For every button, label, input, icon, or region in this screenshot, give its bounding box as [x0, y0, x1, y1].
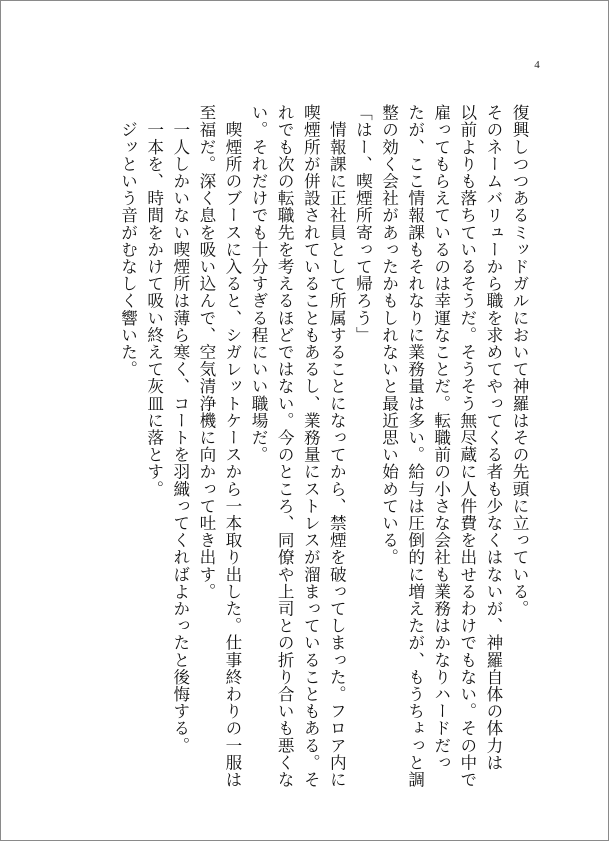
text-line: ジッという音がむなしく響いた。	[118, 104, 138, 378]
text-line: 「はー、喫煙所寄って帰ろう」	[353, 104, 373, 344]
body-text	[115, 104, 533, 794]
text-line: 喫煙所のブースに入ると、シガレットケースから一本取り出した。仕事終わりの一服は	[222, 104, 242, 788]
text-line: 整の効く会社があったかもしれないと最近思い始めている。	[379, 104, 399, 566]
text-line: 雇ってもらえているのは幸運なことだ。転職前の小さな会社も業務はかなりハードだっ	[431, 104, 451, 771]
text-line: 至福だ。深く息を吸い込んで、空気清浄機に向かって吐き出す。	[196, 104, 216, 600]
text-line: 喫煙所が併設されていることもあるし、業務量にストレスが溜まっていることもある。そ	[301, 104, 321, 788]
text-line: れでも次の転職先を考えるほどではない。今のところ、同僚や上司との折り合いも悪くな	[275, 104, 295, 788]
page-number: 4	[534, 59, 540, 71]
text-line: 一人しかいない喫煙所は薄ら寒く、コートを羽織ってくればよかったと後悔する。	[170, 104, 190, 754]
text-line: い。それだけでも十分すぎる程にいい職場だ。	[249, 104, 269, 464]
text-line: 以前よりも落ちているそうだ。そうそう無尽蔵に人件費を出せるわけでもない。その中で	[457, 104, 477, 788]
text-line: そのネームバリューから職を求めてやってくる者も少なくはないが、神羅自体の体力は	[483, 104, 503, 771]
text-line: 復興しつつあるミッドガルにおいて神羅はその先頭に立っている。	[510, 104, 529, 617]
text-line: 情報課に正社員として所属することになってから、禁煙を破ってしまった。フロア内に	[327, 104, 347, 788]
text-line: 一本を、時間をかけて吸い終えて灰皿に落とす。	[144, 104, 164, 498]
text-line: たが、ここ情報課もそれなりに業務量は多い。給与は圧倒的に増えたが、もうちょっと調	[405, 104, 425, 788]
